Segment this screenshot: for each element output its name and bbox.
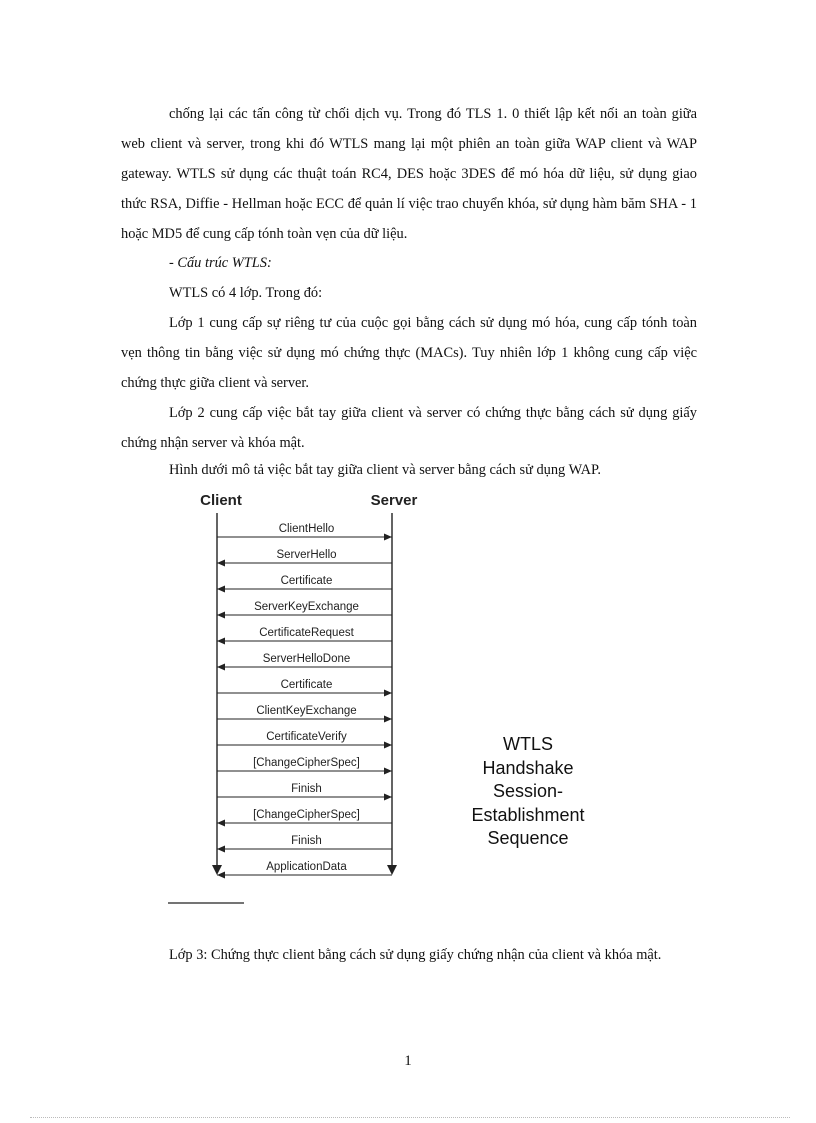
arrowhead-icon xyxy=(217,560,225,567)
message-label: Certificate xyxy=(280,575,333,587)
message-label: CertificateVerify xyxy=(266,731,347,743)
heading-text: - Cấu trúc WTLS: xyxy=(169,255,272,271)
paragraph-text: Lớp 2 cung cấp việc bắt tay giữa client và server có chứng thực bằng cách sử dụng giấy chứng nhận server và khóa mật. xyxy=(121,405,697,451)
message-0 xyxy=(217,523,392,541)
paragraph-figure-intro xyxy=(121,455,697,485)
arrowhead-icon xyxy=(217,638,225,645)
caption-line: Session- xyxy=(492,781,564,801)
paragraph-layer-1 xyxy=(121,308,697,398)
message-2 xyxy=(217,575,392,593)
message-label: ServerKeyExchange xyxy=(254,601,359,613)
paragraph-text: WTLS có 4 lớp. Trong đó: xyxy=(169,285,323,301)
arrowhead-icon xyxy=(384,794,392,801)
message-9 xyxy=(217,757,392,775)
message-11 xyxy=(217,809,392,827)
footer-dotted-rule xyxy=(30,1117,790,1118)
message-label: ApplicationData xyxy=(266,861,347,873)
message-4 xyxy=(217,627,392,645)
arrowhead-icon xyxy=(217,820,225,827)
arrowhead-icon xyxy=(217,586,225,593)
paragraph-text: Hình dưới mô tả việc bắt tay giữa client và server bằng cách sử dụng WAP. xyxy=(169,462,601,478)
message-10 xyxy=(217,783,392,801)
paragraph-wtls-intro xyxy=(121,99,697,249)
message-label: ServerHello xyxy=(276,549,337,561)
arrowhead-icon xyxy=(384,690,392,697)
server-lifeline-arrowhead xyxy=(387,865,397,875)
message-3 xyxy=(217,601,392,619)
message-arrows xyxy=(217,523,392,879)
arrowhead-icon xyxy=(217,612,225,619)
paragraph-layer-3 xyxy=(121,940,697,970)
paragraph-text: Lớp 3: Chứng thực client bằng cách sử dụng giấy chứng nhận của client và khóa mật. xyxy=(169,947,662,963)
arrowhead-icon xyxy=(384,716,392,723)
message-label: CertificateRequest xyxy=(259,627,354,639)
arrowhead-icon xyxy=(217,664,225,671)
message-label: [ChangeCipherSpec] xyxy=(253,809,360,821)
message-label: ServerHelloDone xyxy=(262,653,351,665)
caption-line: WTLS xyxy=(502,734,553,754)
page-number: 1 xyxy=(404,1053,412,1069)
client-label: Client xyxy=(200,492,242,509)
paragraph-wtls-layers xyxy=(121,278,697,308)
message-8 xyxy=(217,731,392,749)
message-6 xyxy=(217,679,392,697)
arrowhead-icon xyxy=(217,846,225,853)
arrowhead-icon xyxy=(384,742,392,749)
paragraph-text: chống lại các tấn công từ chối dịch vụ. Trong đó TLS 1. 0 thiết lập kết nối an toàn giữa web client và server, trong khi đó WTLS mang lại một phiên an toàn giữa WAP client và WAP gateway. WTLS sử dụng các thuật toán RC4, DES hoặc 3DES để mó hóa dữ liệu, sử dụng giao thức RSA, Diffie - Hellman hoặc ECC để quản lí việc trao chuyển khóa, sử dụng hàm băm SHA - 1 hoặc MD5 để cung cấp tónh toàn vẹn của dữ liệu. xyxy=(121,106,697,242)
section-heading-wtls-structure xyxy=(121,248,697,278)
message-label: ClientKeyExchange xyxy=(256,705,357,717)
arrowhead-icon xyxy=(384,768,392,775)
message-13 xyxy=(217,861,392,879)
caption-line: Establishment xyxy=(471,804,585,825)
message-12 xyxy=(217,835,392,853)
message-label: Finish xyxy=(291,835,322,847)
message-label: Certificate xyxy=(280,679,333,691)
message-label: [ChangeCipherSpec] xyxy=(253,757,360,769)
caption-line: Sequence xyxy=(487,828,569,848)
server-label: Server xyxy=(370,492,418,509)
message-1 xyxy=(217,549,392,567)
arrowhead-icon xyxy=(384,534,392,541)
message-7 xyxy=(217,705,392,723)
message-label: Finish xyxy=(291,783,322,795)
paragraph-layer-2 xyxy=(121,398,697,458)
paragraph-text: Lớp 1 cung cấp sự riêng tư của cuộc gọi bằng cách sử dụng mó hóa, cung cấp tónh toàn vẹn thông tin bằng việc sử dụng mó chứng thực (MACs). Tuy nhiên lớp 1 không cung cấp việc chứng thực giữa client và server. xyxy=(121,315,697,391)
caption-line: Handshake xyxy=(482,757,574,778)
diagram-caption xyxy=(448,733,608,851)
message-label: ClientHello xyxy=(278,523,335,535)
message-5 xyxy=(217,653,392,671)
